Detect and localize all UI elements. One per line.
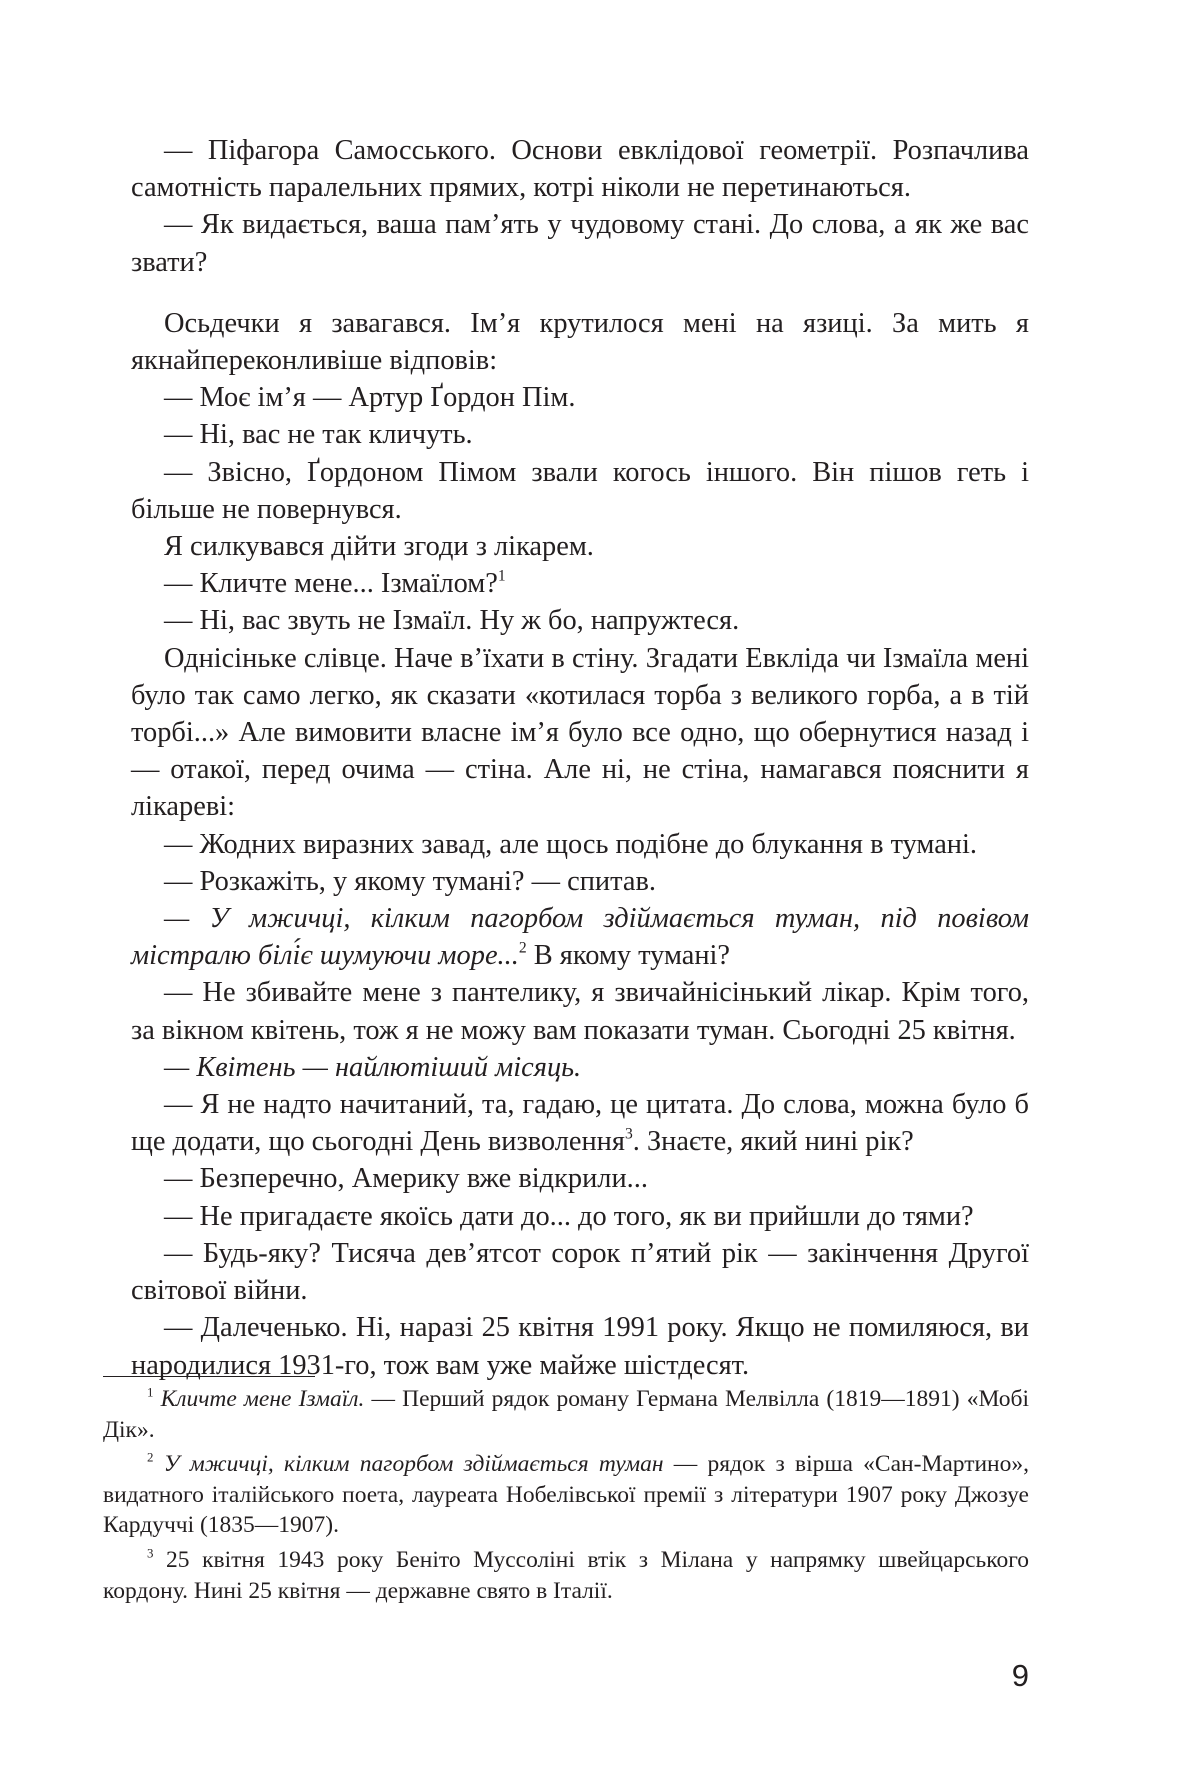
paragraph: — Не пригадаєте якоїсь дати до... до того, як ви прийшли до тями? [164,1200,974,1232]
footnote-3 [103,1545,1029,1606]
paragraph: — Ні, вас не так кличуть. [164,419,473,451]
main-text [131,132,1029,1384]
paragraph: — Піфагора Самосського. Основи евклідової геометрії. Розпачлива самотність паралельних прямих, котрі ніколи не перетинаються. [131,135,1029,204]
paragraph: — Як видається, ваша пам’ять у чудовому стані. До слова, а як же вас звати? [131,209,1029,278]
footnote-quote: Кличте мене Ізмаїл. [160,1386,365,1412]
footnote-number: 3 [147,1545,154,1561]
footnote-number: 2 [147,1449,154,1465]
paragraph: — Розкажіть, у якому тумані? — спитав. [164,865,656,897]
paragraph [131,1049,1029,1086]
footnote-quote: У мжичці, кілким пагорбом здіймається туман [163,1451,664,1478]
paragraph: — Далеченько. Ні, наразі 25 квітня 1991 року. Якщо не помиляюся, ви народилися 1931-го, тож вам уже майже шістдесят. [131,1312,1029,1381]
footnote-2 [103,1449,1029,1541]
page-number: 9 [1011,1658,1029,1693]
paragraph: Однісінькe слівце. Наче в’їхати в стіну. Згадати Евкліда чи Ізмаїла мені було так само легко, як сказати «котилася торба з великого горба, а в тій торбі...» Але вимовити власне ім’я було все одно, що обернутися назад і — отакої, перед очима — стіна. Але ні, не стіна, намагався пояснити я лікареві: [131,642,1029,823]
paragraph: — Звісно, Ґордоном Пімом звали когось іншого. Він пішов геть і більше не повернувся. [131,456,1029,525]
paragraph: — Ні, вас звуть не Ізмаїл. Ну ж бо, напружтеся. [164,605,740,637]
paragraph [131,900,1029,974]
footnote-1 [103,1384,1029,1445]
italic-quote: — У мжичці, кілким пагорбом здіймається туман, під повівом містралю білі́є шумуючи море... [131,903,1029,972]
footnotes [103,1384,1029,1606]
paragraph-text: В якому тумані? [526,940,731,972]
paragraph [131,565,1029,602]
paragraph: Я силкувався дійти згоди з лікарем. [164,531,594,563]
paragraph-text: — Кличте мене... Ізмаїлом? [164,568,498,600]
paragraph [131,1086,1029,1160]
paragraph: — Жодних виразних завад, але щось подібне до блукання в тумані. [164,828,977,860]
footnote-separator [103,1376,315,1377]
footnote-text: 25 квітня 1943 року Беніто Муссоліні втік з Мілана у напрямку швейцарського кордону. Нині 25 квітня — державне свято в Італії. [103,1546,1029,1604]
footnote-text: — Перший рядок роману Германа Мелвілла (1819—1891) «Мобі Дік». [103,1386,1029,1443]
italic-quote: — Квітень — найлютіший місяць. [164,1051,582,1083]
paragraph: — Безперечно, Америку вже відкрили... [164,1163,648,1195]
footnote-number: 1 [147,1384,154,1400]
footnote-text: — рядок з вірша «Сан-Мартино», видатного італійського поета, лауреата Нобелівської премії з літератури 1907 року Джозуе Кардуччі (1835—1907). [103,1451,1030,1539]
paragraph-text: — Я не надто начитаний, та, гадаю, це цитата. До слова, можна було б ще додати, що сьогодні День визволення [131,1089,1029,1158]
paragraph: — Моє ім’я — Артур Ґордон Пім. [164,382,576,414]
paragraph-text: . Знаєте, який нині рік? [632,1126,914,1158]
paragraph: — Не збивайте мене з пантелику, я звичайнісінький лікар. Крім того, за вікном квітень, тож я не можу вам показати туман. Сьогодні 25 квітня. [131,977,1029,1046]
footnote-ref-3[interactable]: 3 [624,1125,633,1143]
footnote-ref-2[interactable]: 2 [518,939,527,957]
paragraph: — Будь-яку? Тисяча дев’ятсот сорок п’ятий рік — закінчення Другої світової війни. [131,1237,1029,1307]
footnote-ref-1[interactable]: 1 [497,567,506,585]
paragraph: Осьдечки я завагався. Ім’я крутилося мені на язиці. За мить я якнайпереконливіше відповів: [131,307,1029,377]
